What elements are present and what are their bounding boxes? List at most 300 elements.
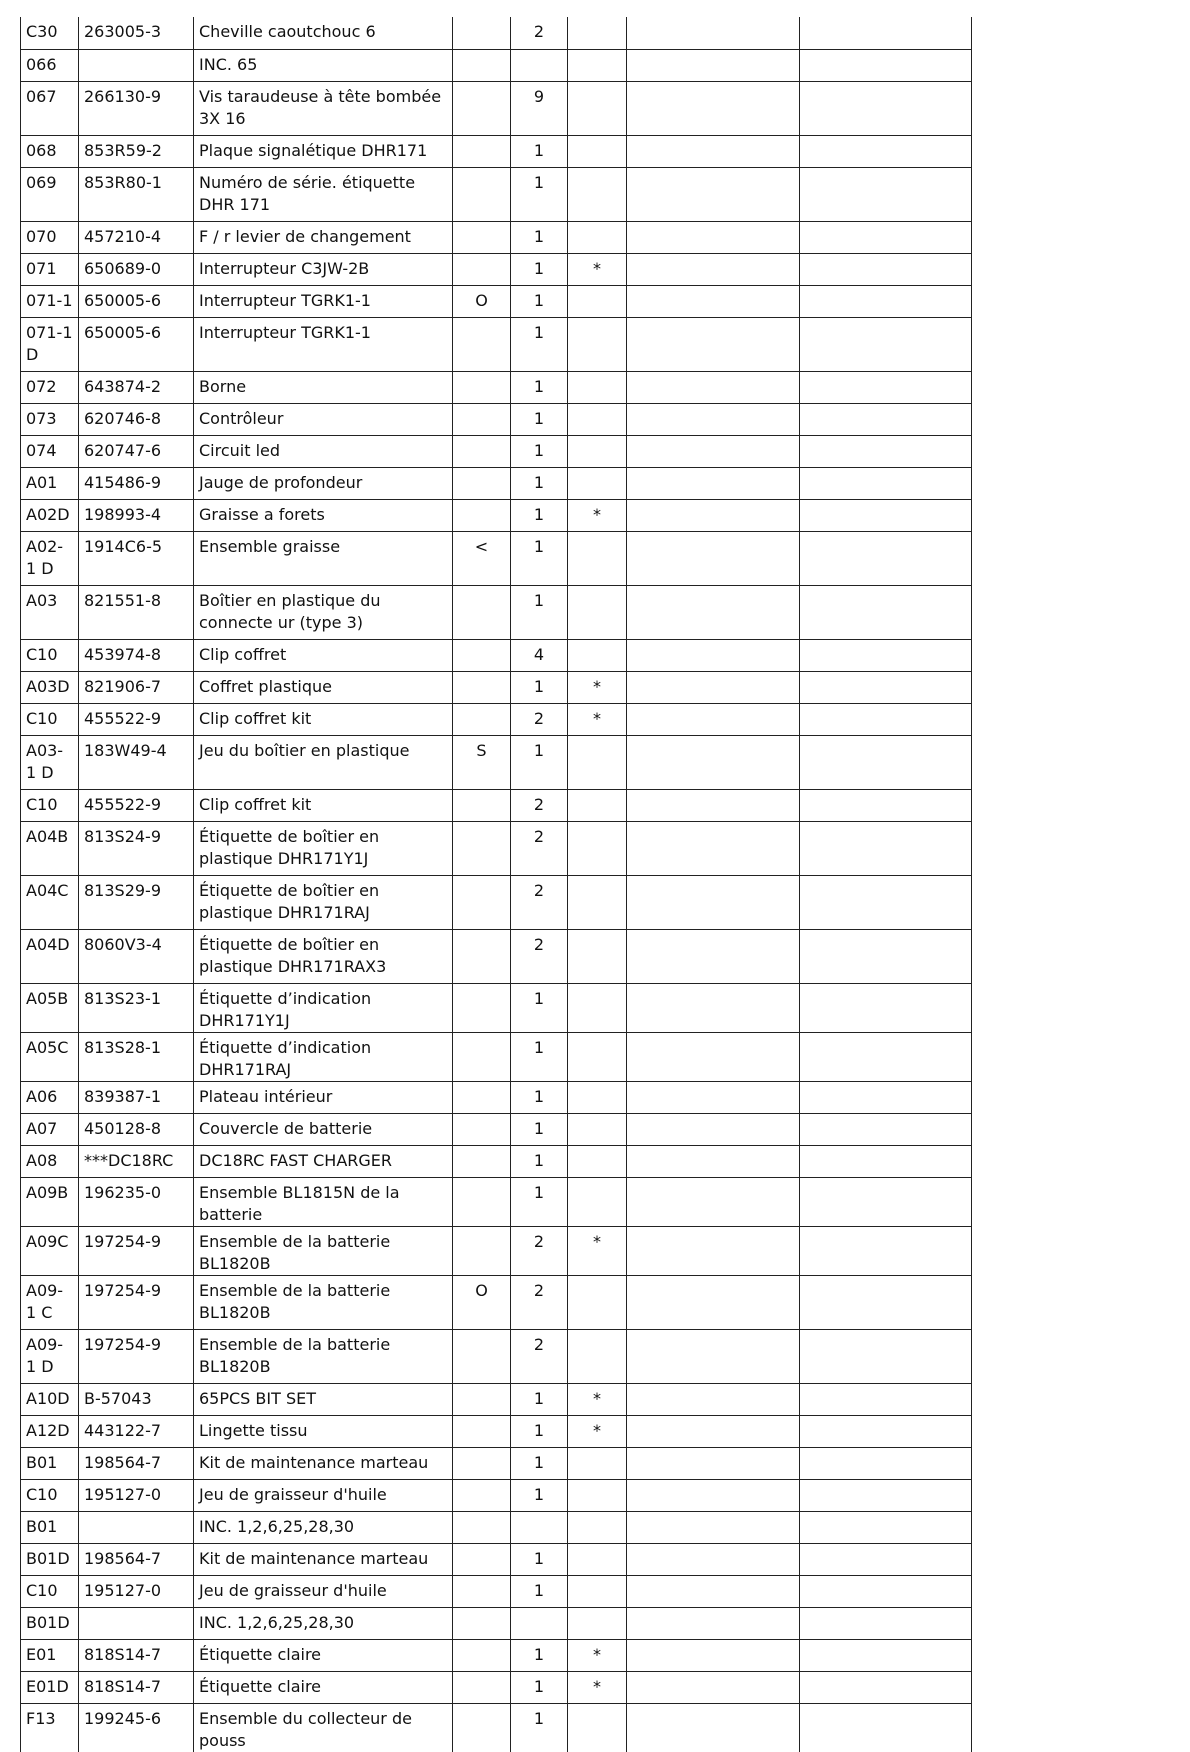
blank-cell-b [800, 531, 972, 585]
item-number-cell: 072 [21, 371, 79, 403]
blank-cell-b [800, 1543, 972, 1575]
part-number-cell: 8060V3-4 [79, 929, 194, 983]
blank-cell-a [627, 1543, 800, 1575]
flag-cell [453, 585, 511, 639]
flag-cell [453, 703, 511, 735]
quantity-cell: 1 [511, 1081, 568, 1113]
blank-cell-a [627, 1575, 800, 1607]
part-number-cell: B-57043 [79, 1383, 194, 1415]
part-number-cell: 650005-6 [79, 317, 194, 371]
item-number-cell: 074 [21, 435, 79, 467]
marker-cell [568, 371, 627, 403]
marker-cell [568, 983, 627, 1032]
item-number-cell: A02D [21, 499, 79, 531]
table-row [21, 17, 972, 49]
table-row [21, 403, 972, 435]
flag-cell [453, 639, 511, 671]
blank-cell-b [800, 1415, 972, 1447]
description-cell: Numéro de série. étiquette DHR 171 [194, 167, 453, 221]
blank-cell-a [627, 1383, 800, 1415]
quantity-cell: 1 [511, 467, 568, 499]
quantity-cell: 2 [511, 789, 568, 821]
parts-table [20, 17, 972, 1752]
table-row [21, 1639, 972, 1671]
blank-cell-a [627, 403, 800, 435]
blank-cell-b [800, 135, 972, 167]
item-number-cell: C10 [21, 1479, 79, 1511]
description-cell: Plateau intérieur [194, 1081, 453, 1113]
description-cell: Interrupteur TGRK1-1 [194, 317, 453, 371]
part-number-cell: 818S14-7 [79, 1639, 194, 1671]
blank-cell-a [627, 467, 800, 499]
description-cell: Graisse a forets [194, 499, 453, 531]
table-row [21, 317, 972, 371]
blank-cell-a [627, 703, 800, 735]
description-cell: Contrôleur [194, 403, 453, 435]
blank-cell-a [627, 929, 800, 983]
item-number-cell: C10 [21, 789, 79, 821]
part-number-cell [79, 49, 194, 81]
description-cell: Étiquette claire [194, 1639, 453, 1671]
item-number-cell: A10D [21, 1383, 79, 1415]
flag-cell: O [453, 285, 511, 317]
item-number-cell: 068 [21, 135, 79, 167]
flag-cell [453, 253, 511, 285]
item-number-cell: A03 [21, 585, 79, 639]
item-number-cell: A09C [21, 1226, 79, 1275]
blank-cell-a [627, 167, 800, 221]
part-number-cell: 266130-9 [79, 81, 194, 135]
description-cell: Ensemble du collecteur de pouss [194, 1703, 453, 1752]
flag-cell [453, 1383, 511, 1415]
flag-cell [453, 371, 511, 403]
table-row [21, 1575, 972, 1607]
blank-cell-a [627, 735, 800, 789]
blank-cell-a [627, 671, 800, 703]
quantity-cell: 1 [511, 1703, 568, 1752]
blank-cell-b [800, 1081, 972, 1113]
marker-cell [568, 1275, 627, 1329]
marker-cell [568, 1479, 627, 1511]
flag-cell [453, 1575, 511, 1607]
flag-cell [453, 1447, 511, 1479]
item-number-cell: 070 [21, 221, 79, 253]
marker-cell: * [568, 1226, 627, 1275]
part-number-cell [79, 1607, 194, 1639]
part-number-cell: 813S23-1 [79, 983, 194, 1032]
blank-cell-a [627, 875, 800, 929]
table-row [21, 1145, 972, 1177]
blank-cell-b [800, 1575, 972, 1607]
blank-cell-b [800, 81, 972, 135]
item-number-cell: E01D [21, 1671, 79, 1703]
flag-cell [453, 435, 511, 467]
marker-cell: * [568, 1383, 627, 1415]
item-number-cell: A03D [21, 671, 79, 703]
blank-cell-a [627, 1671, 800, 1703]
item-number-cell: 067 [21, 81, 79, 135]
table-row [21, 253, 972, 285]
marker-cell [568, 1543, 627, 1575]
blank-cell-b [800, 285, 972, 317]
description-cell: 65PCS BIT SET [194, 1383, 453, 1415]
description-cell: Interrupteur C3JW-2B [194, 253, 453, 285]
marker-cell [568, 1145, 627, 1177]
blank-cell-b [800, 821, 972, 875]
part-number-cell: 453974-8 [79, 639, 194, 671]
marker-cell [568, 1447, 627, 1479]
description-cell: Étiquette d’indication DHR171RAJ [194, 1032, 453, 1081]
flag-cell [453, 221, 511, 253]
part-number-cell: ***DC18RC [79, 1145, 194, 1177]
marker-cell [568, 1511, 627, 1543]
description-cell: Étiquette de boîtier en plastique DHR171RAJ [194, 875, 453, 929]
part-number-cell: 813S24-9 [79, 821, 194, 875]
description-cell: Clip coffret kit [194, 789, 453, 821]
marker-cell [568, 585, 627, 639]
item-number-cell: A09B [21, 1177, 79, 1226]
quantity-cell: 1 [511, 531, 568, 585]
part-number-cell: 643874-2 [79, 371, 194, 403]
table-row [21, 875, 972, 929]
quantity-cell: 1 [511, 1177, 568, 1226]
table-row [21, 435, 972, 467]
description-cell: Kit de maintenance marteau [194, 1543, 453, 1575]
description-cell: INC. 65 [194, 49, 453, 81]
marker-cell [568, 1177, 627, 1226]
description-cell: Borne [194, 371, 453, 403]
marker-cell [568, 639, 627, 671]
blank-cell-b [800, 1032, 972, 1081]
quantity-cell: 1 [511, 221, 568, 253]
part-number-cell: 650005-6 [79, 285, 194, 317]
quantity-cell: 2 [511, 17, 568, 49]
description-cell: Étiquette de boîtier en plastique DHR171RAX3 [194, 929, 453, 983]
blank-cell-a [627, 285, 800, 317]
part-number-cell: 821551-8 [79, 585, 194, 639]
item-number-cell: C10 [21, 703, 79, 735]
blank-cell-a [627, 1226, 800, 1275]
description-cell: Jeu de graisseur d'huile [194, 1575, 453, 1607]
marker-cell [568, 435, 627, 467]
quantity-cell: 1 [511, 253, 568, 285]
quantity-cell: 1 [511, 1639, 568, 1671]
blank-cell-a [627, 1479, 800, 1511]
blank-cell-b [800, 371, 972, 403]
blank-cell-b [800, 1113, 972, 1145]
flag-cell [453, 1607, 511, 1639]
description-cell: Ensemble graisse [194, 531, 453, 585]
description-cell: INC. 1,2,6,25,28,30 [194, 1607, 453, 1639]
quantity-cell: 1 [511, 317, 568, 371]
description-cell: Étiquette claire [194, 1671, 453, 1703]
table-row [21, 285, 972, 317]
marker-cell [568, 1703, 627, 1752]
blank-cell-b [800, 1145, 972, 1177]
marker-cell: * [568, 1671, 627, 1703]
table-row [21, 821, 972, 875]
quantity-cell: 2 [511, 1275, 568, 1329]
item-number-cell: A09-1 C [21, 1275, 79, 1329]
marker-cell [568, 1113, 627, 1145]
blank-cell-a [627, 17, 800, 49]
description-cell: Clip coffret [194, 639, 453, 671]
description-cell: Jeu de graisseur d'huile [194, 1479, 453, 1511]
blank-cell-b [800, 1177, 972, 1226]
quantity-cell: 4 [511, 639, 568, 671]
marker-cell: * [568, 671, 627, 703]
part-number-cell: 197254-9 [79, 1329, 194, 1383]
flag-cell [453, 467, 511, 499]
flag-cell [453, 671, 511, 703]
item-number-cell: 066 [21, 49, 79, 81]
blank-cell-b [800, 499, 972, 531]
flag-cell [453, 929, 511, 983]
blank-cell-b [800, 1226, 972, 1275]
flag-cell [453, 1639, 511, 1671]
description-cell: Ensemble de la batterie BL1820B [194, 1226, 453, 1275]
part-number-cell: 198993-4 [79, 499, 194, 531]
item-number-cell: A04C [21, 875, 79, 929]
blank-cell-b [800, 167, 972, 221]
item-number-cell: 073 [21, 403, 79, 435]
table-row [21, 1415, 972, 1447]
table-row [21, 221, 972, 253]
item-number-cell: F13 [21, 1703, 79, 1752]
blank-cell-a [627, 821, 800, 875]
quantity-cell: 1 [511, 285, 568, 317]
table-row [21, 929, 972, 983]
table-row [21, 499, 972, 531]
blank-cell-a [627, 1607, 800, 1639]
description-cell: Jauge de profondeur [194, 467, 453, 499]
blank-cell-b [800, 1275, 972, 1329]
table-row [21, 1479, 972, 1511]
item-number-cell: A06 [21, 1081, 79, 1113]
part-number-cell: 813S28-1 [79, 1032, 194, 1081]
table-row [21, 49, 972, 81]
part-number-cell: 818S14-7 [79, 1671, 194, 1703]
blank-cell-a [627, 531, 800, 585]
item-number-cell: A12D [21, 1415, 79, 1447]
table-row [21, 81, 972, 135]
marker-cell: * [568, 253, 627, 285]
part-number-cell: 443122-7 [79, 1415, 194, 1447]
blank-cell-b [800, 1329, 972, 1383]
flag-cell [453, 1226, 511, 1275]
blank-cell-a [627, 1177, 800, 1226]
marker-cell [568, 821, 627, 875]
item-number-cell: A04D [21, 929, 79, 983]
item-number-cell: 071 [21, 253, 79, 285]
description-cell: Boîtier en plastique du connecte ur (type 3) [194, 585, 453, 639]
marker-cell [568, 49, 627, 81]
quantity-cell: 1 [511, 1543, 568, 1575]
table-row [21, 1177, 972, 1226]
table-row [21, 531, 972, 585]
item-number-cell: 069 [21, 167, 79, 221]
quantity-cell: 1 [511, 1113, 568, 1145]
parts-table-body [21, 17, 972, 1752]
part-number-cell: 853R59-2 [79, 135, 194, 167]
table-row [21, 585, 972, 639]
marker-cell [568, 317, 627, 371]
blank-cell-a [627, 1032, 800, 1081]
blank-cell-b [800, 875, 972, 929]
table-row [21, 467, 972, 499]
blank-cell-a [627, 371, 800, 403]
blank-cell-b [800, 435, 972, 467]
flag-cell [453, 135, 511, 167]
table-row [21, 1329, 972, 1383]
blank-cell-a [627, 1511, 800, 1543]
marker-cell [568, 17, 627, 49]
blank-cell-b [800, 735, 972, 789]
quantity-cell: 1 [511, 403, 568, 435]
flag-cell [453, 983, 511, 1032]
description-cell: Cheville caoutchouc 6 [194, 17, 453, 49]
quantity-cell: 2 [511, 703, 568, 735]
table-row [21, 371, 972, 403]
item-number-cell: A09-1 D [21, 1329, 79, 1383]
item-number-cell: A08 [21, 1145, 79, 1177]
quantity-cell: 1 [511, 983, 568, 1032]
description-cell: Lingette tissu [194, 1415, 453, 1447]
description-cell: Jeu du boîtier en plastique [194, 735, 453, 789]
quantity-cell: 2 [511, 875, 568, 929]
marker-cell [568, 875, 627, 929]
quantity-cell: 1 [511, 1479, 568, 1511]
flag-cell [453, 81, 511, 135]
description-cell: Ensemble de la batterie BL1820B [194, 1275, 453, 1329]
item-number-cell: 071-1 [21, 285, 79, 317]
blank-cell-a [627, 221, 800, 253]
flag-cell [453, 17, 511, 49]
quantity-cell [511, 1511, 568, 1543]
table-row [21, 1032, 972, 1081]
table-row [21, 1671, 972, 1703]
flag-cell [453, 1703, 511, 1752]
quantity-cell [511, 1607, 568, 1639]
blank-cell-a [627, 639, 800, 671]
blank-cell-a [627, 135, 800, 167]
blank-cell-a [627, 317, 800, 371]
description-cell: Coffret plastique [194, 671, 453, 703]
blank-cell-a [627, 1447, 800, 1479]
marker-cell [568, 1032, 627, 1081]
description-cell: Ensemble BL1815N de la batterie [194, 1177, 453, 1226]
part-number-cell: 263005-3 [79, 17, 194, 49]
part-number-cell: 620746-8 [79, 403, 194, 435]
blank-cell-a [627, 1081, 800, 1113]
marker-cell [568, 1081, 627, 1113]
table-row [21, 1275, 972, 1329]
table-row [21, 1113, 972, 1145]
marker-cell [568, 531, 627, 585]
blank-cell-b [800, 1383, 972, 1415]
marker-cell [568, 1329, 627, 1383]
item-number-cell: C30 [21, 17, 79, 49]
description-cell: Circuit led [194, 435, 453, 467]
flag-cell [453, 1113, 511, 1145]
flag-cell [453, 1511, 511, 1543]
quantity-cell: 1 [511, 1145, 568, 1177]
table-row [21, 735, 972, 789]
quantity-cell: 1 [511, 1671, 568, 1703]
marker-cell [568, 167, 627, 221]
flag-cell [453, 1081, 511, 1113]
blank-cell-a [627, 789, 800, 821]
marker-cell: * [568, 499, 627, 531]
table-row [21, 639, 972, 671]
description-cell: INC. 1,2,6,25,28,30 [194, 1511, 453, 1543]
quantity-cell: 1 [511, 1575, 568, 1607]
quantity-cell: 1 [511, 1447, 568, 1479]
part-number-cell: 457210-4 [79, 221, 194, 253]
table-row [21, 1703, 972, 1752]
description-cell: Étiquette d’indication DHR171Y1J [194, 983, 453, 1032]
table-row [21, 703, 972, 735]
description-cell: DC18RC FAST CHARGER [194, 1145, 453, 1177]
part-number-cell: 455522-9 [79, 703, 194, 735]
item-number-cell: A05B [21, 983, 79, 1032]
part-number-cell: 197254-9 [79, 1275, 194, 1329]
marker-cell [568, 467, 627, 499]
marker-cell [568, 929, 627, 983]
part-number-cell: 839387-1 [79, 1081, 194, 1113]
description-cell: Couvercle de batterie [194, 1113, 453, 1145]
quantity-cell: 9 [511, 81, 568, 135]
flag-cell [453, 49, 511, 81]
blank-cell-a [627, 1415, 800, 1447]
part-number-cell: 195127-0 [79, 1479, 194, 1511]
item-number-cell: A05C [21, 1032, 79, 1081]
item-number-cell: C10 [21, 639, 79, 671]
blank-cell-b [800, 49, 972, 81]
flag-cell [453, 1671, 511, 1703]
item-number-cell: B01D [21, 1543, 79, 1575]
marker-cell [568, 735, 627, 789]
flag-cell [453, 1177, 511, 1226]
marker-cell [568, 789, 627, 821]
part-number-cell: 195127-0 [79, 1575, 194, 1607]
blank-cell-a [627, 49, 800, 81]
part-number-cell: 853R80-1 [79, 167, 194, 221]
marker-cell [568, 1607, 627, 1639]
blank-cell-b [800, 17, 972, 49]
part-number-cell: 813S29-9 [79, 875, 194, 929]
blank-cell-b [800, 585, 972, 639]
flag-cell [453, 1145, 511, 1177]
blank-cell-b [800, 1511, 972, 1543]
flag-cell: S [453, 735, 511, 789]
quantity-cell: 1 [511, 1032, 568, 1081]
table-row [21, 167, 972, 221]
table-row [21, 1081, 972, 1113]
quantity-cell: 1 [511, 585, 568, 639]
quantity-cell: 2 [511, 1329, 568, 1383]
blank-cell-a [627, 1703, 800, 1752]
part-number-cell: 199245-6 [79, 1703, 194, 1752]
marker-cell: * [568, 1639, 627, 1671]
marker-cell [568, 1575, 627, 1607]
part-number-cell: 1914C6-5 [79, 531, 194, 585]
quantity-cell: 1 [511, 499, 568, 531]
table-row [21, 1447, 972, 1479]
table-row [21, 789, 972, 821]
part-number-cell: 620747-6 [79, 435, 194, 467]
table-row [21, 1226, 972, 1275]
